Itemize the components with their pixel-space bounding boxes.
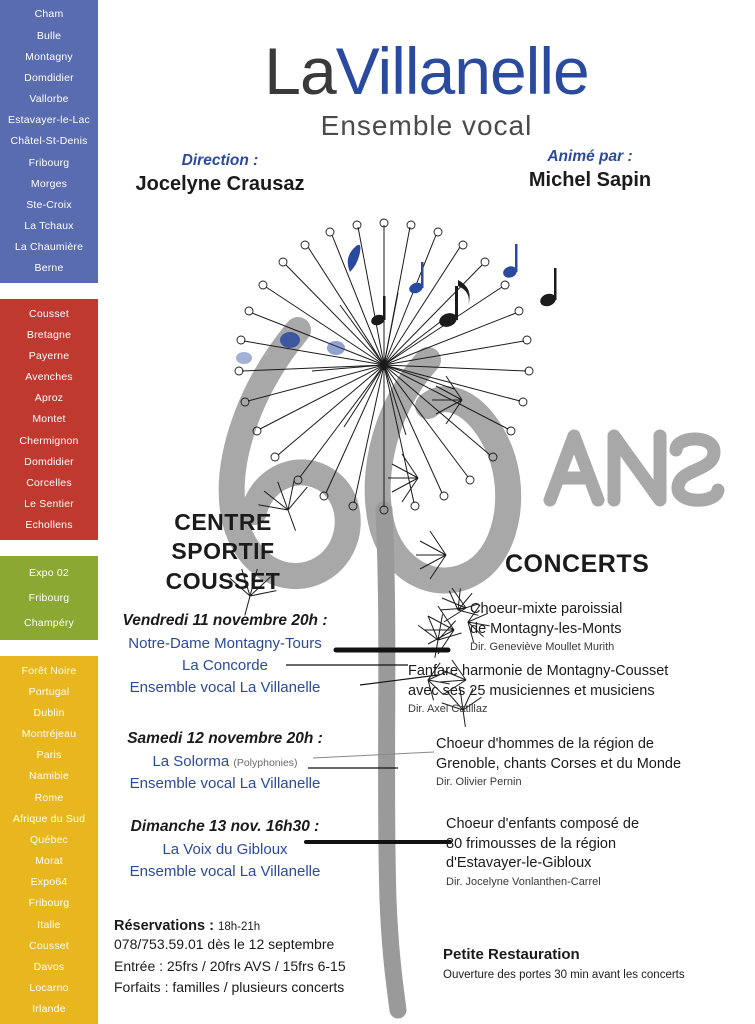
animator-person: Michel Sapin xyxy=(528,169,652,191)
sidebar-city: Vallorbe xyxy=(29,93,69,106)
sidebar-city: Chermignon xyxy=(19,434,79,447)
sidebar-city: Fribourg xyxy=(28,591,70,604)
restauration-label: Petite Restauration xyxy=(443,946,580,963)
sidebar-city: Cousset xyxy=(29,939,69,952)
page-title xyxy=(98,34,755,108)
programme-date: Vendredi 11 novembre 20h : xyxy=(122,612,328,629)
sidebar-city: Rome xyxy=(34,791,64,804)
sidebar-block-4 xyxy=(0,656,98,1024)
sidebar-city: Domdidier xyxy=(24,455,74,468)
ensemble-description xyxy=(470,600,755,653)
sidebar-city: Québec xyxy=(30,833,68,846)
dandelion-head xyxy=(235,219,533,514)
sidebar-block-2 xyxy=(0,299,98,540)
sidebar-city: Morat xyxy=(35,855,63,868)
title-la: La xyxy=(264,34,336,108)
performer-name: Notre-Dame Montagny-Tours xyxy=(128,635,322,652)
ensemble-director: Dir. Axel Catillaz xyxy=(408,703,488,716)
ensemble-director: Dir. Geneviève Moullet Murith xyxy=(470,641,615,654)
venue-line-2: SPORTIF xyxy=(171,538,275,565)
sidebar-city: Fribourg xyxy=(28,156,70,169)
ensemble-line: Choeur-mixte paroissial xyxy=(470,601,623,617)
sidebar-city: Cousset xyxy=(29,307,69,320)
ensemble-line: Choeur d'hommes de la région de xyxy=(436,736,654,752)
ensemble-description xyxy=(446,815,746,888)
sidebar-city: Champéry xyxy=(23,617,75,630)
performer-name: Ensemble vocal La Villanelle xyxy=(129,862,321,880)
sidebar-city: Forêt Noire xyxy=(21,664,77,677)
blue-accents xyxy=(236,332,345,364)
sidebar-city: Portugal xyxy=(28,685,70,698)
sidebar-city: Le Sentier xyxy=(24,498,74,510)
sidebar-city: Namibie xyxy=(29,770,69,783)
sidebar-block-1 xyxy=(0,0,98,283)
direction-credit xyxy=(105,152,335,196)
ensemble-line: avec ses 25 musiciennes et musiciens xyxy=(408,682,655,699)
sidebar-city: Montagny xyxy=(25,50,73,63)
sidebar-city: La Chaumière xyxy=(14,241,84,254)
sidebar-block-3 xyxy=(0,556,98,640)
music-notes-icon xyxy=(348,244,558,329)
ensemble-line: d'Estavayer-le-Gibloux xyxy=(446,855,592,872)
performer-note: (Polyphonies) xyxy=(233,757,298,769)
reservations-packages: Forfaits : familles / plusieurs concerts xyxy=(114,979,345,996)
programme-performer xyxy=(100,839,350,861)
ensemble-line: Fanfare harmonie de Montagny-Cousset xyxy=(408,663,669,679)
sidebar-city: Davos xyxy=(33,960,65,973)
sidebar-city: Montet xyxy=(32,413,66,426)
city-sidebar xyxy=(0,0,98,1024)
reservations-block xyxy=(114,918,414,999)
sidebar-city: Estavayer-le-Lac xyxy=(8,114,90,127)
direction-person: Jocelyne Crausaz xyxy=(135,173,305,195)
programme-entry xyxy=(100,612,350,698)
sidebar-city: Irlande xyxy=(32,1003,66,1016)
sidebar-city: Expo 02 xyxy=(29,566,69,579)
performer-name: Ensemble vocal La Villanelle xyxy=(129,678,321,696)
ensemble-description xyxy=(408,662,708,715)
sidebar-city: Echollens xyxy=(25,519,73,532)
sidebar-city: Locarno xyxy=(29,981,69,994)
ensemble-director: Dir. Olivier Pernin xyxy=(436,776,522,789)
sidebar-gap xyxy=(0,540,98,556)
sidebar-city: Morges xyxy=(30,177,68,190)
sidebar-city: Châtel-St-Denis xyxy=(10,135,88,148)
ensemble-pointer-seeds xyxy=(388,376,462,654)
programme-entry xyxy=(100,730,350,795)
reservations-label: Réservations : xyxy=(114,918,214,934)
restauration-block xyxy=(443,946,723,981)
sidebar-city: La Tchaux xyxy=(24,220,74,232)
performer-name: La Voix du Gibloux xyxy=(162,841,288,858)
sidebar-city: Payerne xyxy=(28,349,70,362)
sidebar-city: Berne xyxy=(34,262,64,275)
header xyxy=(98,0,755,142)
sidebar-gap xyxy=(0,283,98,299)
concerts-heading: CONCERTS xyxy=(505,550,650,578)
sidebar-city: Paris xyxy=(36,749,62,762)
animator-credit xyxy=(455,148,725,192)
reservations-header xyxy=(114,918,414,934)
programme-performer xyxy=(100,861,350,883)
venue-heading xyxy=(108,508,338,596)
programme-date: Samedi 12 novembre 20h : xyxy=(127,730,323,747)
reservations-hours: 18h-21h xyxy=(217,921,261,933)
sidebar-city: Fribourg xyxy=(28,897,70,910)
sidebar-city: Aproz xyxy=(34,392,64,405)
performer-name: La Concorde xyxy=(182,656,268,674)
sidebar-city: Bulle xyxy=(36,29,62,42)
sidebar-city: Avenches xyxy=(25,371,73,384)
direction-label: Direction : xyxy=(181,152,259,169)
sidebar-city: Bretagne xyxy=(26,328,72,341)
sidebar-city: Expo64 xyxy=(30,876,68,889)
reservations-phone: 078/753.59.01 dès le 12 septembre xyxy=(114,936,335,952)
sidebar-city: Domdidier xyxy=(24,71,74,84)
ensemble-line: Choeur d'enfants composé de xyxy=(446,816,640,832)
venue-line-3: COUSSET xyxy=(165,567,281,594)
sidebar-city: Cham xyxy=(34,8,64,21)
venue-line-1: CENTRE xyxy=(174,509,272,535)
programme-performer xyxy=(100,773,350,795)
sidebar-city: Afrique du Sud xyxy=(12,812,86,825)
performer-name: La Solorma xyxy=(152,753,230,770)
ensemble-description xyxy=(436,735,736,788)
programme-performer xyxy=(100,655,350,677)
sidebar-city: Dublin xyxy=(33,706,65,719)
performer-name: Ensemble vocal La Villanelle xyxy=(129,774,321,792)
programme-performer xyxy=(100,633,350,655)
title-villanelle: Villanelle xyxy=(335,34,589,108)
reservations-prices: Entrée : 25frs / 20frs AVS / 15frs 6-15 xyxy=(114,957,346,974)
sidebar-city: Italie xyxy=(37,918,61,931)
sidebar-city: Corcelles xyxy=(26,476,72,489)
ensemble-line: 80 frimousses de la région xyxy=(446,835,617,852)
ensemble-line: Grenoble, chants Corses et du Monde xyxy=(436,755,682,772)
programme-performer xyxy=(100,751,350,773)
programme-entry xyxy=(100,818,350,883)
programme-date: Dimanche 13 nov. 16h30 : xyxy=(130,818,320,835)
ensemble-director: Dir. Jocelyne Vonlanthen-Carrel xyxy=(446,875,601,888)
ensemble-line: de Montagny-les-Monts xyxy=(470,620,622,637)
page-subtitle: Ensemble vocal xyxy=(320,110,533,141)
anniversary-word-graphic xyxy=(550,436,718,500)
programme-performer xyxy=(100,677,350,699)
animator-label: Animé par : xyxy=(547,148,633,165)
sidebar-city: Montréjeau xyxy=(21,728,77,741)
sidebar-city: Ste-Croix xyxy=(26,198,72,211)
restauration-note: Ouverture des portes 30 min avant les concerts xyxy=(443,969,685,981)
sidebar-gap xyxy=(0,640,98,656)
